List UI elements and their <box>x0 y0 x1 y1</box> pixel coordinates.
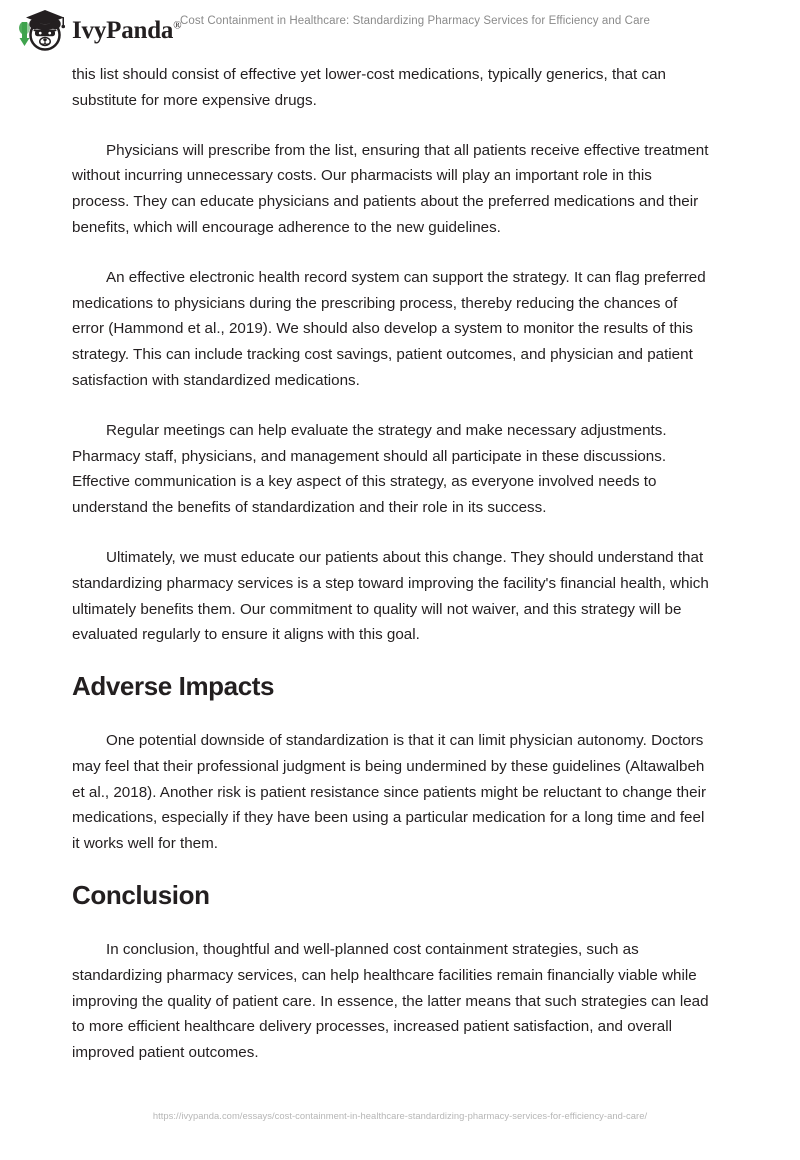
paragraph: Regular meetings can help evaluate the strategy and make necessary adjustments. Pharmacy staff, physicians, and management should all participate in these discussions. Effective communication is a key aspect of this strategy, as everyone involved needs to understand the benefits of standardization and their role in its success. <box>72 421 667 517</box>
section-heading-conclusion: Conclusion <box>72 880 210 911</box>
paragraph: In conclusion, thoughtful and well-planned cost containment strategies, such as standardizing pharmacy services, can help healthcare facilities remain financially viable while improving the quality of patient care. In essence, the latter means that such strategies can lead to more efficient healthcare delivery processes, increased patient satisfaction, and overall improved patient outcomes. <box>72 940 709 1062</box>
registered-mark: ® <box>173 19 182 32</box>
page-header <box>0 0 800 62</box>
paragraph: One potential downside of standardization is that it can limit physician autonomy. Doctors may feel that their professional judgment is being undermined by these guidelines (Altawalbeh et al., 2018). Another risk is patient resistance since patients might be reluctant to change their medications, especially if they have been using a particular medication for a long time and feel it works well for them. <box>72 732 707 853</box>
brand-logo-link[interactable] <box>14 7 181 53</box>
source-url-link[interactable]: https://ivypanda.com/essays/cost-containment-in-healthcare-standardizing-pharmacy-services-for-efficiency-and-care/ <box>152 1110 648 1121</box>
page-title: Cost Containment in Healthcare: Standardizing Pharmacy Services for Efficiency and Care <box>180 15 650 27</box>
paragraph: this list should consist of effective yet lower-cost medications, typically generics, that can substitute for more expensive drugs. <box>72 66 666 109</box>
section-heading-adverse-impacts: Adverse Impacts <box>72 671 275 702</box>
paragraph: An effective electronic health record system can support the strategy. It can flag preferred medications to physicians during the prescribing process, thereby reducing the chances of error (Hammond et al., 2019). We should also develop a system to monitor the results of this strategy. This can include tracking cost savings, patient outcomes, and physician and patient satisfaction with standardized medications. <box>72 268 706 389</box>
panda-graduate-logo-icon <box>14 7 66 53</box>
brand-name-text: IvyPanda <box>72 16 174 44</box>
paragraph: Physicians will prescribe from the list, ensuring that all patients receive effective treatment without incurring unnecessary costs. Our pharmacists will play an important role in this process. They can educate physicians and patients about the preferred medications and their benefits, which will encourage adherence to the new guidelines. <box>72 141 709 236</box>
document-body <box>72 62 712 1090</box>
page-footer <box>0 1106 800 1124</box>
paragraph: Ultimately, we must educate our patients about this change. They should understand that standardizing pharmacy services is a step toward improving the facility's financial health, which ultimately benefits them. Our commitment to quality will not waiver, and this strategy will be evaluated regularly to ensure it aligns with this goal. <box>72 548 709 644</box>
